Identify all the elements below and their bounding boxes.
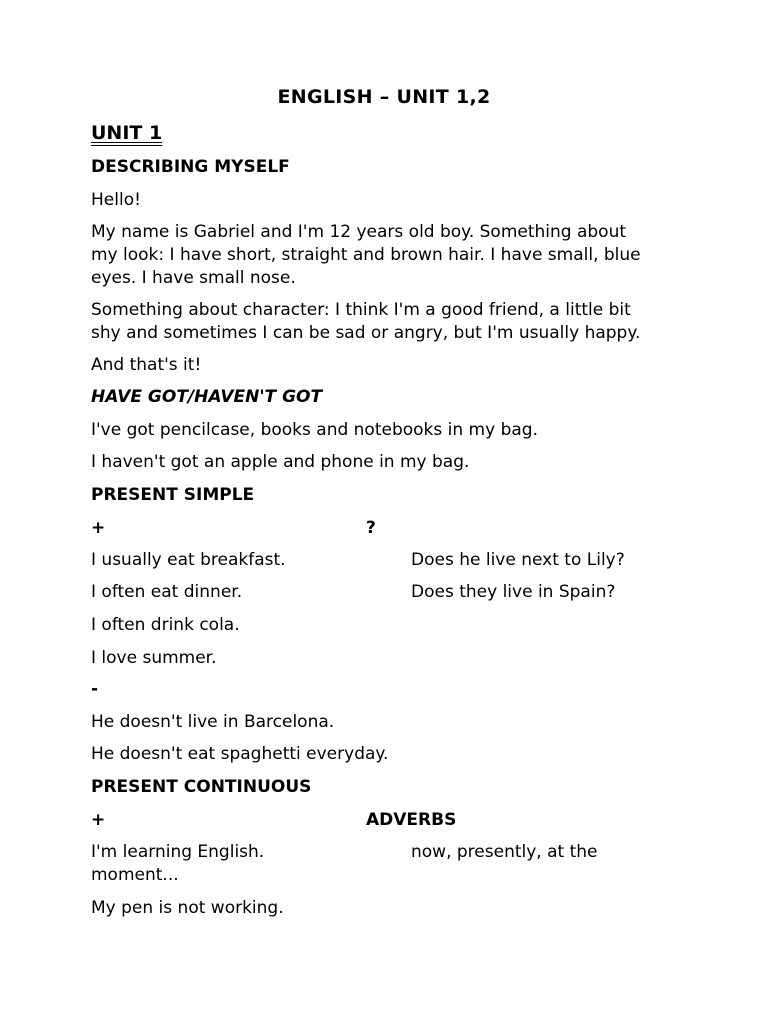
greeting-text: Hello!: [91, 190, 141, 210]
paragraph-line: My name is Gabriel and I'm 12 years old boy. Something about: [91, 222, 627, 242]
example-sentence: I'm learning English.: [91, 842, 265, 862]
example-sentence: I often drink cola.: [91, 615, 240, 635]
question-sentence: Does he live next to Lily?: [411, 550, 625, 570]
have-got-heading: HAVE GOT/HAVEN'T GOT: [91, 387, 323, 407]
question-sentence: Does they live in Spain?: [411, 582, 616, 602]
example-sentence: He doesn't eat spaghetti everyday.: [91, 744, 389, 764]
paragraph-line: Something about character: I think I'm a good friend, a little bit: [91, 300, 631, 320]
example-sentence: I often eat dinner.: [91, 582, 243, 602]
positive-marker: +: [91, 810, 106, 830]
example-sentence: I usually eat breakfast.: [91, 550, 286, 570]
positive-marker: +: [91, 518, 106, 538]
adverbs-list: now, presently, at the: [411, 842, 598, 862]
example-sentence: My pen is not working.: [91, 898, 284, 918]
paragraph-line: eyes. I have small nose.: [91, 268, 296, 288]
paragraph-line: my look: I have short, straight and brown hair. I have small, blue: [91, 245, 641, 265]
adverbs-heading: ADVERBS: [366, 810, 457, 830]
document-title: ENGLISH – UNIT 1,2: [277, 86, 491, 108]
question-marker: ?: [366, 518, 376, 538]
example-sentence: I haven't got an apple and phone in my bag.: [91, 452, 470, 472]
present-simple-heading: PRESENT SIMPLE: [91, 485, 255, 505]
example-sentence: I love summer.: [91, 648, 217, 668]
example-sentence: I've got pencilcase, books and notebooks in my bag.: [91, 420, 538, 440]
example-sentence: He doesn't live in Barcelona.: [91, 712, 335, 732]
closing-text: And that's it!: [91, 355, 202, 375]
adverbs-list-continued: moment...: [91, 865, 179, 885]
negative-marker: -: [91, 679, 99, 699]
present-continuous-heading: PRESENT CONTINUOUS: [91, 777, 312, 797]
describing-myself-heading: DESCRIBING MYSELF: [91, 157, 290, 177]
paragraph-line: shy and sometimes I can be sad or angry, but I'm usually happy.: [91, 323, 641, 343]
unit-1-heading: UNIT 1: [91, 122, 163, 144]
